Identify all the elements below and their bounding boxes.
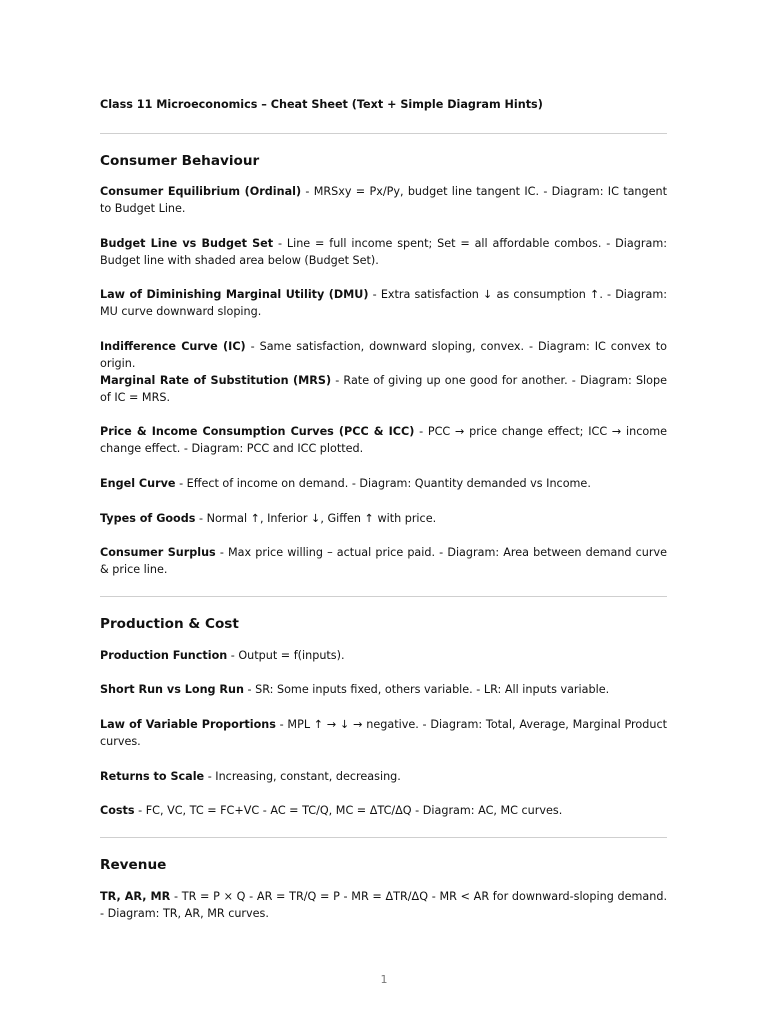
divider [100,837,667,838]
entry-tr-ar-mr [100,888,667,922]
entry-production-function [100,647,667,664]
entry-pcc-icc [100,423,667,457]
entry-text: - SR: Some inputs fixed, others variable. - LR: All inputs variable. [243,683,610,696]
entry-text: - Increasing, constant, decreasing. [204,770,401,783]
page-number: 1 [380,973,388,986]
entry-term: Production Function [100,649,228,662]
entry-consumer-equilibrium [100,183,667,217]
entry-term: Returns to Scale [100,770,205,783]
entry-text: - TR = P × Q - AR = TR/Q = P - MR = ΔTR/ΔQ - MR < AR for downward-sloping demand. - Diagram: TR, AR, MR curves. [100,890,667,920]
divider [100,133,667,134]
entry-term: Budget Line vs Budget Set [100,237,274,250]
entry-text: - Line = full income spent; Set = all affordable combos. - Diagram: Budget line with shaded area below (Budget Set). [100,237,667,267]
entry-engel-curve [100,475,667,492]
entry-variable-proportions [100,716,667,750]
entry-dmu [100,286,667,320]
entry-text: - MPL ↑ → ↓ → negative. - Diagram: Total, Average, Marginal Product curves. [100,718,667,748]
entry-consumer-surplus [100,544,667,578]
section-heading-revenue: Revenue [100,857,167,873]
entry-term: Costs [100,804,135,817]
entry-text: - MRSxy = Px/Py, budget line tangent IC. - Diagram: IC tangent to Budget Line. [100,185,667,215]
entry-budget-line [100,235,667,269]
entry-mrs [100,372,667,406]
entry-text: - Same satisfaction, downward sloping, convex. - Diagram: IC convex to origin. [100,340,667,370]
entry-term: Types of Goods [100,512,196,525]
entry-text: - Output = f(inputs). [227,649,345,662]
entry-short-run-long-run [100,681,667,698]
entry-indifference-curve [100,338,667,372]
entry-text: - FC, VC, TC = FC+VC - AC = TC/Q, MC = ΔTC/ΔQ - Diagram: AC, MC curves. [134,804,563,817]
entry-returns-to-scale [100,768,667,785]
entry-text: - Rate of giving up one good for another. - Diagram: Slope of IC = MRS. [100,374,667,404]
section-heading-consumer-behaviour: Consumer Behaviour [100,153,260,169]
entry-term: Indifference Curve (IC) [100,340,246,353]
entry-term: Law of Variable Proportions [100,718,276,731]
entry-term: Consumer Equilibrium (Ordinal) [100,185,302,198]
entry-text: - Normal ↑, Inferior ↓, Giffen ↑ with price. [195,512,437,525]
section-heading-production-cost: Production & Cost [100,616,239,632]
entry-term: Engel Curve [100,477,176,490]
entry-term: Price & Income Consumption Curves (PCC & ICC) [100,425,415,438]
entry-text: - Max price willing – actual price paid. - Diagram: Area between demand curve & price line. [100,546,667,576]
divider [100,596,667,597]
entry-costs [100,802,667,819]
entry-types-of-goods [100,510,667,527]
entry-term: TR, AR, MR [100,890,171,903]
entry-term: Consumer Surplus [100,546,216,559]
entry-term: Short Run vs Long Run [100,683,244,696]
entry-text: - Extra satisfaction ↓ as consumption ↑. - Diagram: MU curve downward sloping. [100,288,667,318]
entry-text: - PCC → price change effect; ICC → income change effect. - Diagram: PCC and ICC plotted. [100,425,667,455]
entry-text: - Effect of income on demand. - Diagram: Quantity demanded vs Income. [175,477,591,490]
entry-term: Marginal Rate of Substitution (MRS) [100,374,332,387]
entry-term: Law of Diminishing Marginal Utility (DMU) [100,288,369,301]
document-title: Class 11 Microeconomics – Cheat Sheet (Text + Simple Diagram Hints) [100,98,543,111]
